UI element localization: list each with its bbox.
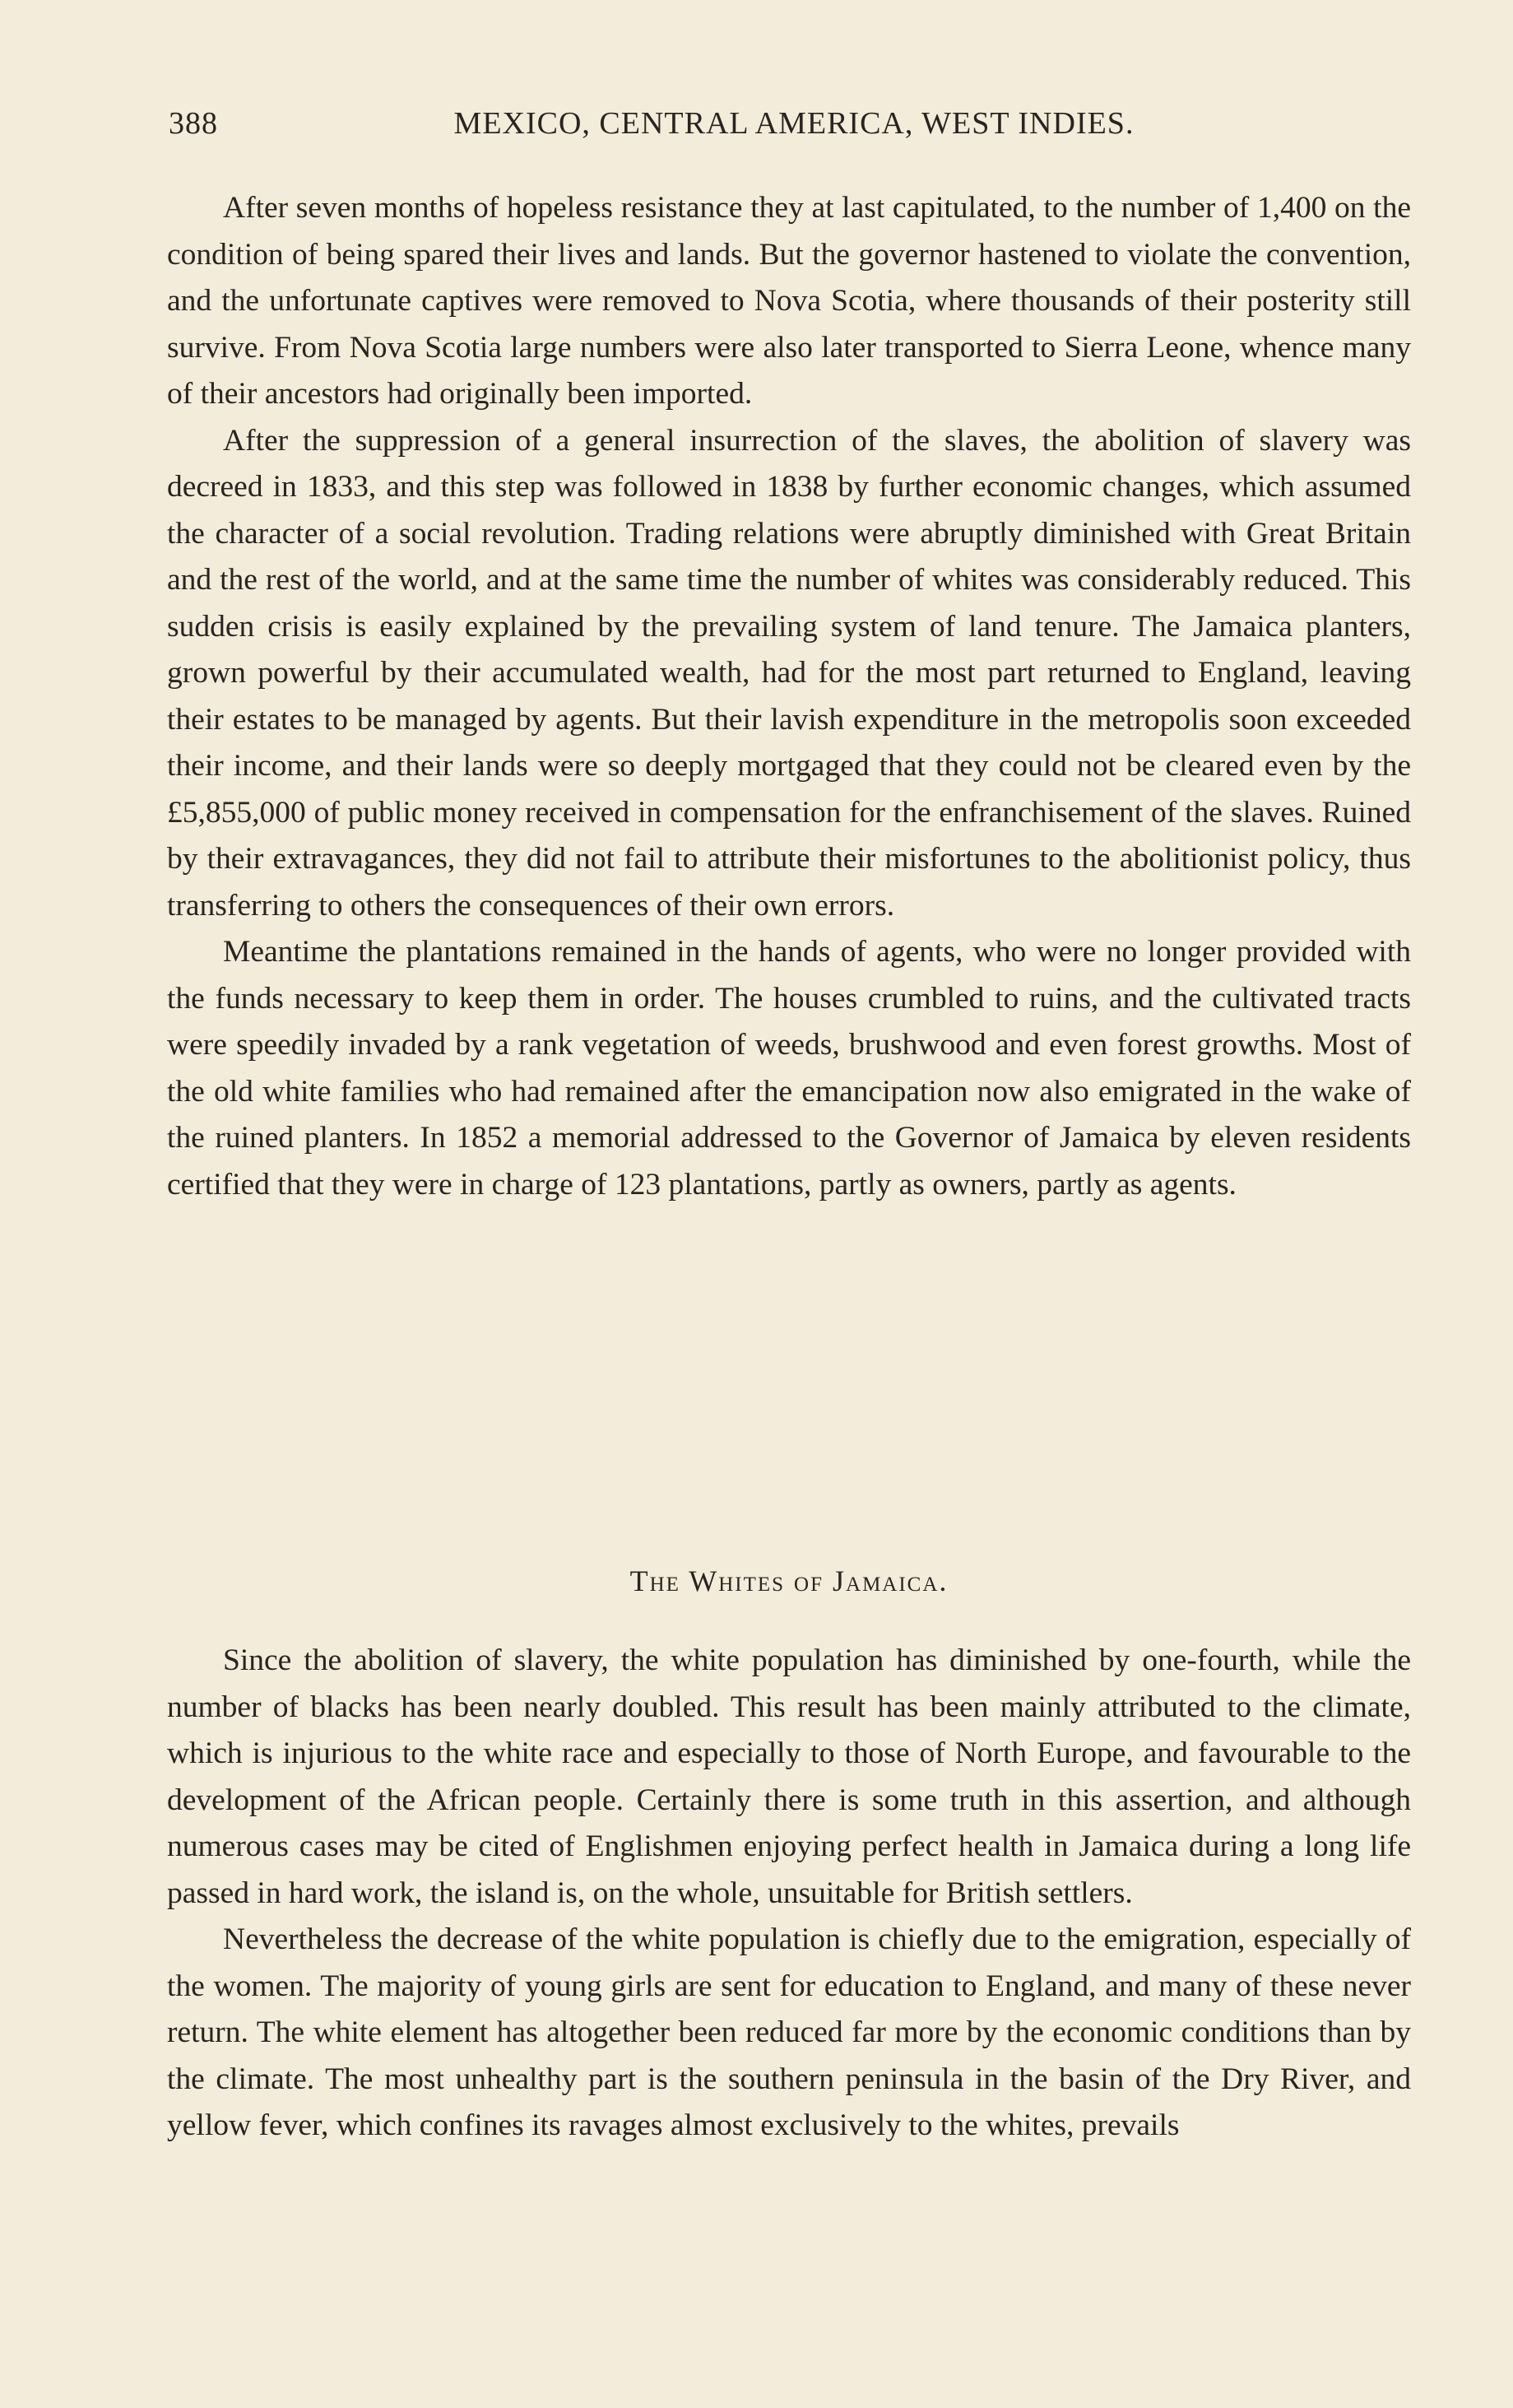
section-heading: The Whites of Jamaica. [629,1564,949,1597]
main-text-bottom [167,1638,1411,2150]
paragraph: Since the abolition of slavery, the white population has diminished by one-fourth, while the number of blacks has been nearly doubled. This result has been mainly attributed to the climate, which is injurious to the white race and especially to those of North Europe, and favourable to the development of the African people. Certainly there is some truth in this assertion, and although numerous cases may be cited of Englishmen enjoying perfect health in Jamaica during a long life passed in hard work, the island is, on the whole, unsuitable for British settlers. [167,1643,1411,1910]
paragraph: Nevertheless the decrease of the white population is chiefly due to the emigration, especially of the women. The majority of young girls are sent for education to England, and many of these never return. The white element has altogether been reduced far more by the economic conditions than by the climate. The most unhealthy part is the southern peninsula in the basin of the Dry River, and yellow fever, which confines its ravages almost exclusively to the whites, prevails [167,1922,1411,2142]
paragraph: After seven months of hopeless resistance they at last capitulated, to the number of 1,400 on the condition of being spared their lives and lands. But the governor hastened to violate the convention, and the unfortunate captives were removed to Nova Scotia, where thousands of their posterity still survive. From Nova Scotia large numbers were also later transported to Sierra Leone, whence many of their ancestors had originally been imported. [167,191,1411,411]
page-number: 388 [169,106,218,141]
paragraph: Meantime the plantations remained in the hands of agents, who were no longer provided with the funds necessary to keep them in order. The houses crumbled to ruins, and the cultivated tracts were speedily invaded by a rank vegetation of weeds, brushwood and even forest growths. Most of the old white families who had remained after the emancipation now also emigrated in the wake of the ruined planters. In 1852 a memorial addressed to the Governor of Jamaica by eleven residents certified that they were in charge of 123 plantations, partly as owners, partly as agents. [167,935,1411,1202]
page-header [169,105,1419,146]
paragraph: After the suppression of a general insurrection of the slaves, the abolition of slavery was decreed in 1833, and this step was followed in 1838 by further economic changes, which assumed the character of a social revolution. Trading relations were abruptly diminished with Great Britain and the rest of the world, and at the same time the number of whites was considerably reduced. This sudden crisis is easily explained by the prevailing system of land tenure. The Jamaica planters, grown powerful by their accumulated wealth, had for the most part returned to England, leaving their estates to be managed by agents. But their lavish expenditure in the metropolis soon exceeded their income, and their lands were so deeply mortgaged that they could not be cleared even by the £5,855,000 of public money received in compensation for the enfranchisement of the slaves. Ruined by their extravagances, they did not fail to attribute their misfortunes to the abolitionist policy, thus transferring to others the consequences of their own errors. [167,423,1411,923]
running-title: MEXICO, CENTRAL AMERICA, WEST INDIES. [453,106,1135,141]
main-text-top [167,185,1411,1208]
